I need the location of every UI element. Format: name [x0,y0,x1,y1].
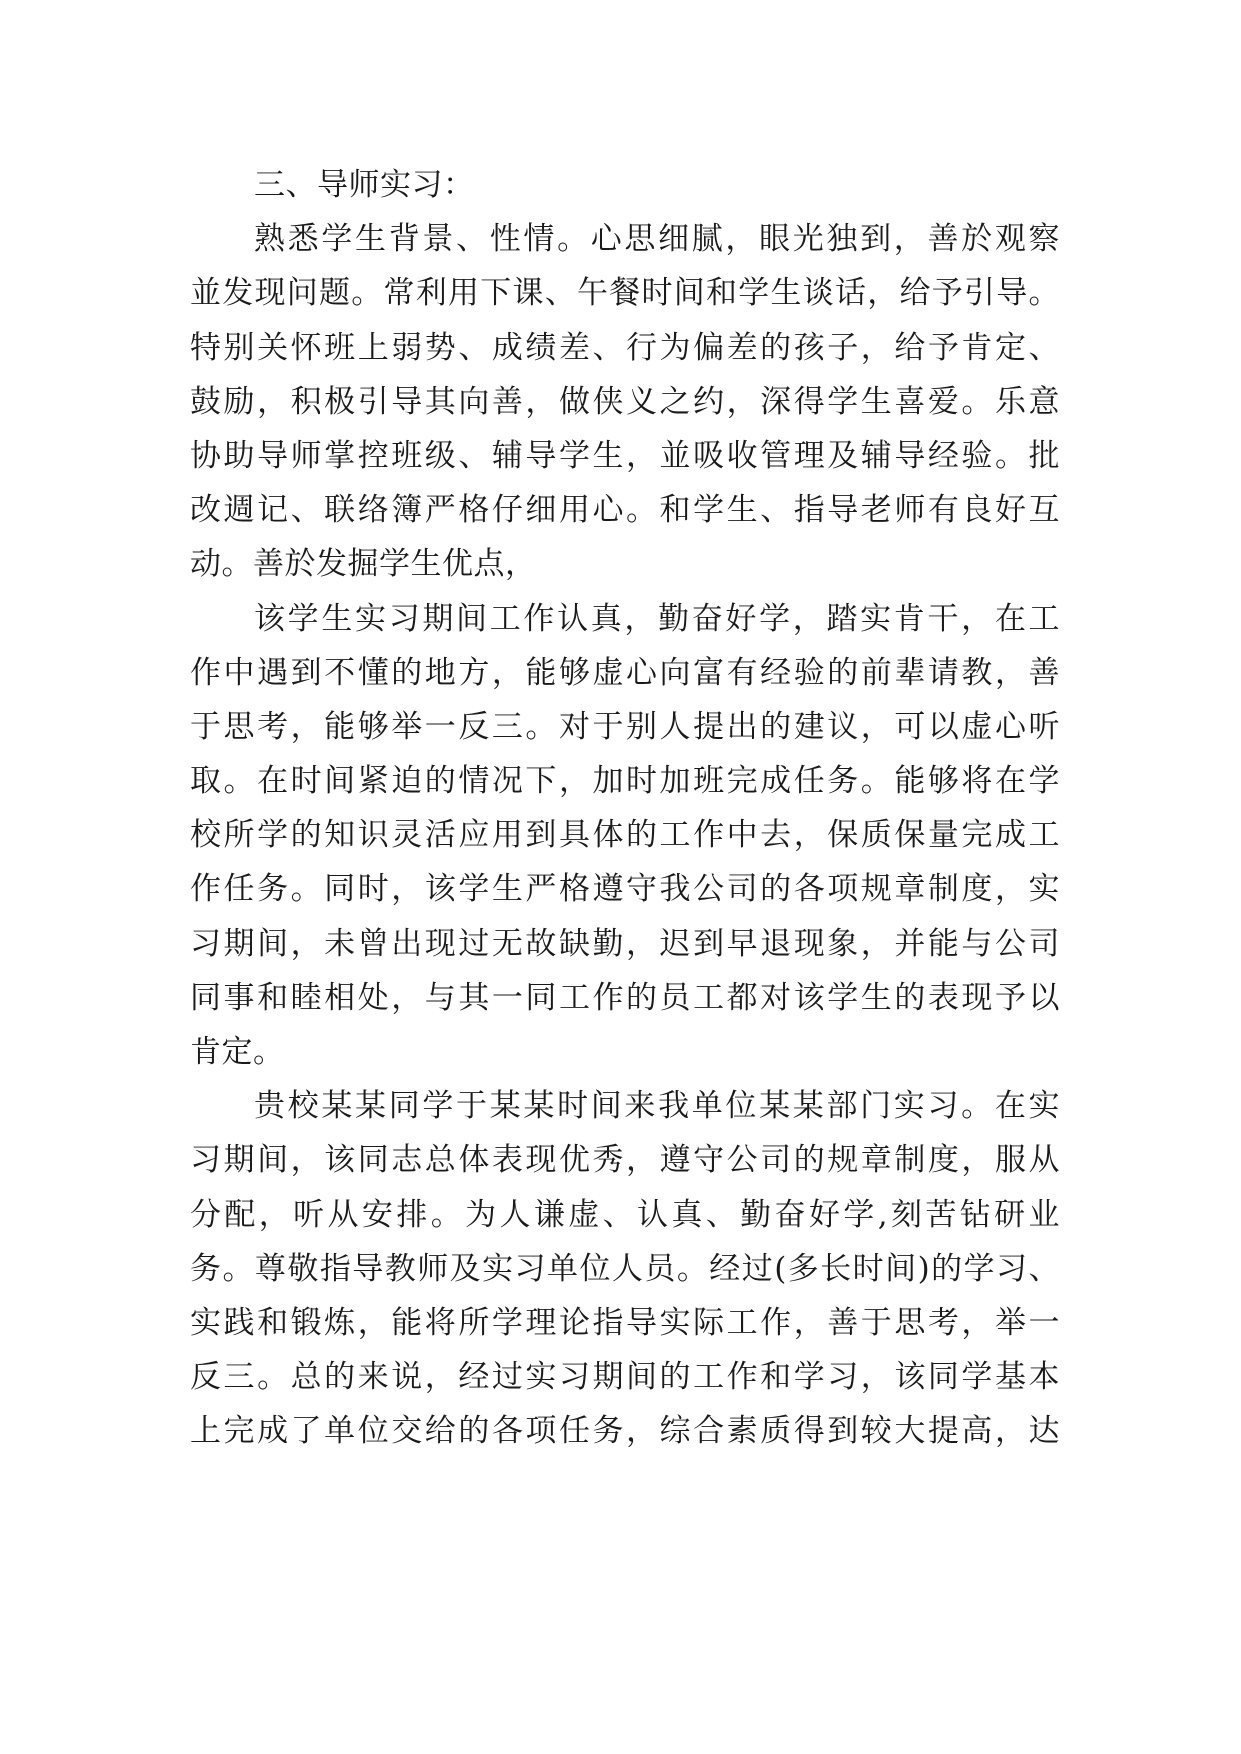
paragraph-mentor-internship [190,212,1060,591]
paragraph-student-evaluation [190,592,1060,1080]
paragraph-line: 校所学的知识灵活应用到具体的工作中去，保质保量完成工 [190,817,1060,854]
paragraph-line: 于思考，能够举一反三。对于别人提出的建议，可以虚心听 [190,708,1060,745]
paragraph-line: 动。善於发掘学生优点， [190,546,537,583]
paragraph-line: 实践和锻炼，能将所学理论指导实际工作，善于思考，举一 [190,1304,1060,1341]
paragraph-line: 同事和睦相处，与其一同工作的员工都对该学生的表现予以 [190,979,1060,1016]
paragraph-line: 特别关怀班上弱势、成绩差、行为偏差的孩子，给予肯定、 [190,329,1060,366]
paragraph-line: 上完成了单位交给的各项任务，综合素质得到较大提高，达 [190,1413,1060,1450]
paragraph-line: 习期间，该同志总体表现优秀，遵守公司的规章制度，服从 [190,1142,1060,1179]
paragraph-line: 协助导师掌控班级、辅导学生，並吸收管理及辅导经验。批 [190,437,1060,474]
paragraph-line: 並发现问题。常利用下课、午餐时间和学生谈话，给予引导。 [190,275,1060,312]
section-heading: 三、导师实习： [254,167,475,203]
paragraph-line: 鼓励，积极引导其向善，做侠义之约，深得学生喜爱。乐意 [190,383,1060,420]
paragraph-line: 作中遇到不懂的地方，能够虚心向富有经验的前辈请教，善 [190,654,1060,691]
paragraph-unit-evaluation [190,1079,1060,1458]
paragraph-line: 务。尊敬指导教师及实习单位人员。经过(多长时间)的学习、 [190,1250,1060,1287]
paragraph-line: 反三。总的来说，经过实习期间的工作和学习，该同学基本 [190,1359,1060,1396]
paragraph-line: 熟悉学生背景、性情。心思细腻，眼光独到，善於观察 [254,221,1060,258]
document-body [190,158,1060,1459]
paragraph-line: 肯定。 [190,1034,285,1070]
paragraph-line: 习期间，未曾出现过无故缺勤，迟到早退现象，并能与公司 [190,925,1060,962]
paragraph-line: 作任务。同时，该学生严格遵守我公司的各项规章制度，实 [190,871,1060,908]
paragraph-line: 改週记、联络簿严格仔细用心。和学生、指导老师有良好互 [190,492,1060,529]
paragraph-line: 分配，听从安排。为人谦虚、认真、勤奋好学,刻苦钻研业 [190,1196,1060,1233]
paragraph-line: 该学生实习期间工作认真，勤奋好学，踏实肯干，在工 [254,600,1060,637]
paragraph-line: 贵校某某同学于某某时间来我单位某某部门实习。在实 [254,1088,1060,1125]
paragraph-line: 取。在时间紧迫的情况下，加时加班完成任务。能够将在学 [190,763,1060,800]
